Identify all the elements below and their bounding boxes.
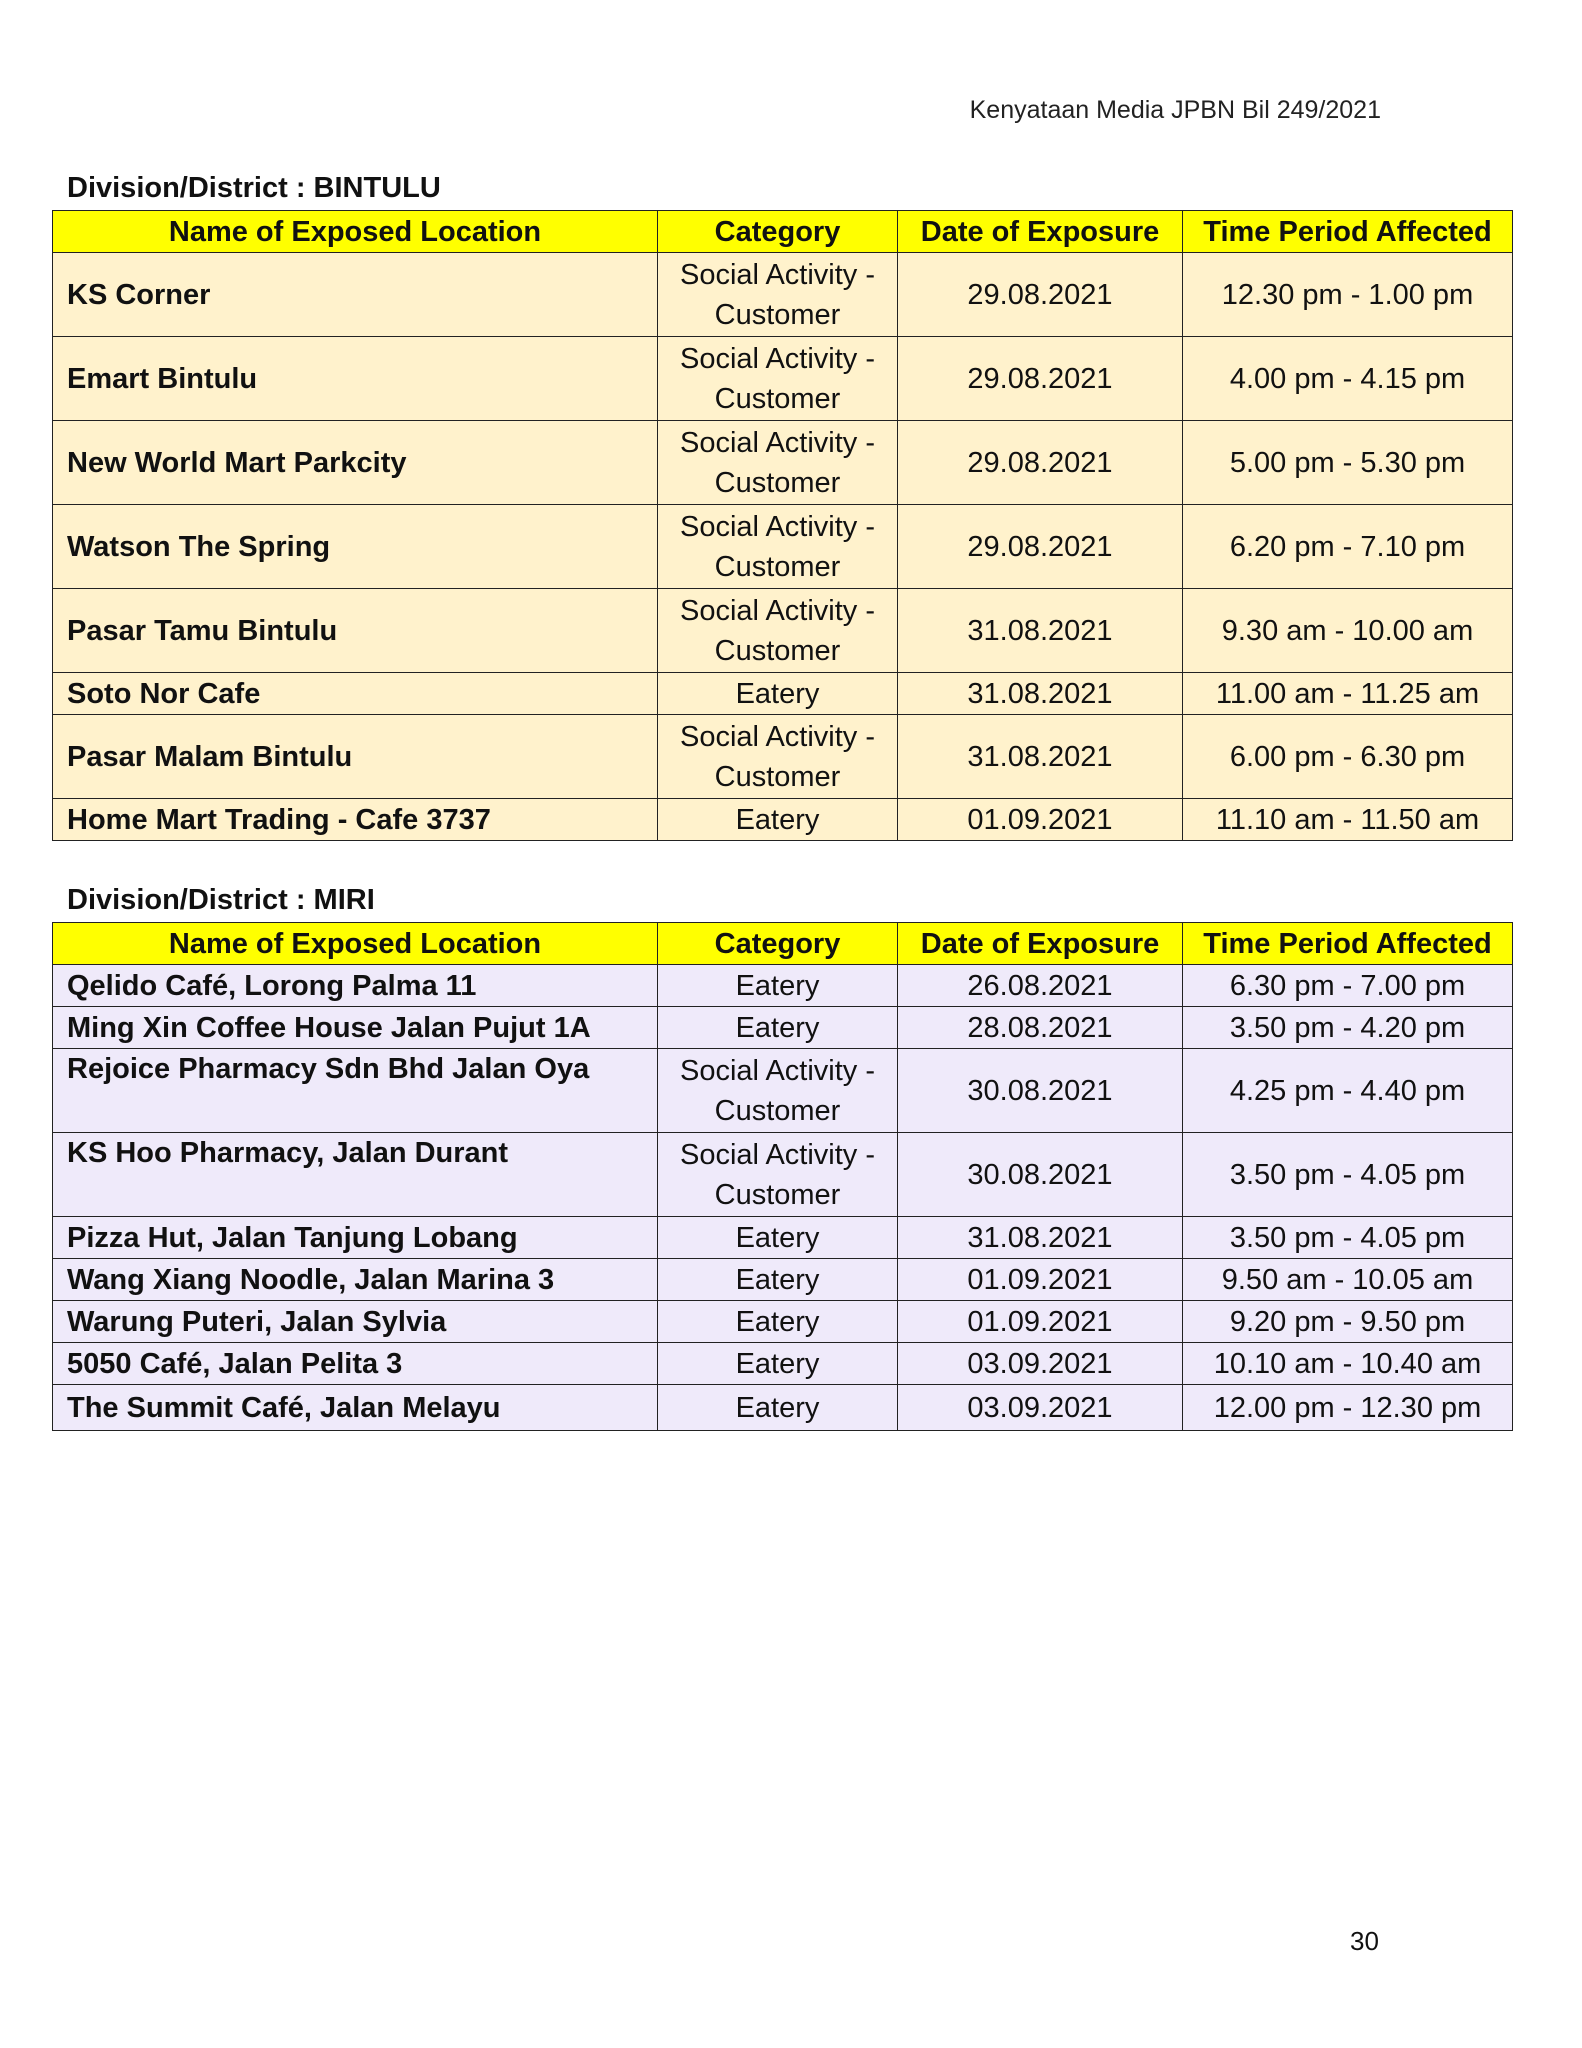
category-cell: Social Activity - Customer	[658, 253, 898, 337]
date-cell: 31.08.2021	[898, 715, 1183, 799]
date-cell: 01.09.2021	[898, 1301, 1183, 1343]
category-cell: Social Activity - Customer	[658, 505, 898, 589]
time-cell: 9.50 am - 10.05 am	[1183, 1259, 1513, 1301]
table-row	[53, 673, 1513, 715]
table-row	[53, 1343, 1513, 1385]
date-cell: 31.08.2021	[898, 589, 1183, 673]
location-name: KS Corner	[53, 253, 658, 337]
date-cell: 29.08.2021	[898, 421, 1183, 505]
section-title-bintulu: Division/District : BINTULU	[67, 172, 441, 204]
location-name: Soto Nor Cafe	[53, 673, 658, 715]
time-cell: 10.10 am - 10.40 am	[1183, 1343, 1513, 1385]
time-cell: 3.50 pm - 4.05 pm	[1183, 1133, 1513, 1217]
location-name: Rejoice Pharmacy Sdn Bhd Jalan Oya	[53, 1049, 658, 1133]
column-header-date: Date of Exposure	[898, 211, 1183, 253]
time-cell: 6.20 pm - 7.10 pm	[1183, 505, 1513, 589]
table-row	[53, 337, 1513, 421]
time-cell: 4.25 pm - 4.40 pm	[1183, 1049, 1513, 1133]
location-name: Ming Xin Coffee House Jalan Pujut 1A	[53, 1007, 658, 1049]
table-header-row	[53, 923, 1513, 965]
date-cell: 30.08.2021	[898, 1049, 1183, 1133]
table-header-row	[53, 211, 1513, 253]
location-name: Qelido Café, Lorong Palma 11	[53, 965, 658, 1007]
table-row	[53, 505, 1513, 589]
exposure-table-bintulu	[52, 210, 1513, 841]
date-cell: 03.09.2021	[898, 1343, 1183, 1385]
column-header-name: Name of Exposed Location	[53, 923, 658, 965]
date-cell: 31.08.2021	[898, 1217, 1183, 1259]
location-name: Wang Xiang Noodle, Jalan Marina 3	[53, 1259, 658, 1301]
time-cell: 11.10 am - 11.50 am	[1183, 799, 1513, 841]
table-row	[53, 715, 1513, 799]
table-row	[53, 1385, 1513, 1431]
location-name: The Summit Café, Jalan Melayu	[53, 1385, 658, 1431]
date-cell: 30.08.2021	[898, 1133, 1183, 1217]
table-row	[53, 1301, 1513, 1343]
time-cell: 3.50 pm - 4.20 pm	[1183, 1007, 1513, 1049]
location-name: Watson The Spring	[53, 505, 658, 589]
location-name: KS Hoo Pharmacy, Jalan Durant	[53, 1133, 658, 1217]
time-cell: 3.50 pm - 4.05 pm	[1183, 1217, 1513, 1259]
column-header-date: Date of Exposure	[898, 923, 1183, 965]
exposure-table-miri	[52, 922, 1513, 1431]
section-title-miri: Division/District : MIRI	[67, 884, 375, 916]
category-cell: Eatery	[658, 1385, 898, 1431]
date-cell: 26.08.2021	[898, 965, 1183, 1007]
category-cell: Eatery	[658, 1217, 898, 1259]
table-row	[53, 589, 1513, 673]
location-name: 5050 Café, Jalan Pelita 3	[53, 1343, 658, 1385]
time-cell: 5.00 pm - 5.30 pm	[1183, 421, 1513, 505]
location-name: Emart Bintulu	[53, 337, 658, 421]
table-row	[53, 965, 1513, 1007]
location-name: Pasar Tamu Bintulu	[53, 589, 658, 673]
column-header-name: Name of Exposed Location	[53, 211, 658, 253]
table-row	[53, 1007, 1513, 1049]
date-cell: 03.09.2021	[898, 1385, 1183, 1431]
date-cell: 01.09.2021	[898, 1259, 1183, 1301]
time-cell: 12.30 pm - 1.00 pm	[1183, 253, 1513, 337]
column-header-time: Time Period Affected	[1183, 923, 1513, 965]
category-cell: Social Activity - Customer	[658, 1133, 898, 1217]
time-cell: 6.30 pm - 7.00 pm	[1183, 965, 1513, 1007]
table-row	[53, 1217, 1513, 1259]
category-cell: Social Activity - Customer	[658, 1049, 898, 1133]
category-cell: Social Activity - Customer	[658, 715, 898, 799]
date-cell: 31.08.2021	[898, 673, 1183, 715]
table-row	[53, 253, 1513, 337]
table-row	[53, 1259, 1513, 1301]
date-cell: 28.08.2021	[898, 1007, 1183, 1049]
date-cell: 01.09.2021	[898, 799, 1183, 841]
time-cell: 9.30 am - 10.00 am	[1183, 589, 1513, 673]
date-cell: 29.08.2021	[898, 253, 1183, 337]
location-name: Pizza Hut, Jalan Tanjung Lobang	[53, 1217, 658, 1259]
location-name: Pasar Malam Bintulu	[53, 715, 658, 799]
location-name: Warung Puteri, Jalan Sylvia	[53, 1301, 658, 1343]
page-number: 30	[1350, 1926, 1379, 1956]
time-cell: 4.00 pm - 4.15 pm	[1183, 337, 1513, 421]
category-cell: Social Activity - Customer	[658, 421, 898, 505]
location-name: New World Mart Parkcity	[53, 421, 658, 505]
category-cell: Eatery	[658, 1007, 898, 1049]
column-header-category: Category	[658, 211, 898, 253]
table-row	[53, 421, 1513, 505]
table-row	[53, 1049, 1513, 1133]
table-row	[53, 799, 1513, 841]
time-cell: 12.00 pm - 12.30 pm	[1183, 1385, 1513, 1431]
category-cell: Eatery	[658, 965, 898, 1007]
date-cell: 29.08.2021	[898, 505, 1183, 589]
time-cell: 6.00 pm - 6.30 pm	[1183, 715, 1513, 799]
category-cell: Eatery	[658, 799, 898, 841]
category-cell: Eatery	[658, 1301, 898, 1343]
column-header-category: Category	[658, 923, 898, 965]
category-cell: Social Activity - Customer	[658, 589, 898, 673]
document-reference: Kenyataan Media JPBN Bil 249/2021	[969, 96, 1381, 124]
time-cell: 9.20 pm - 9.50 pm	[1183, 1301, 1513, 1343]
time-cell: 11.00 am - 11.25 am	[1183, 673, 1513, 715]
location-name: Home Mart Trading - Cafe 3737	[53, 799, 658, 841]
category-cell: Eatery	[658, 1259, 898, 1301]
category-cell: Social Activity - Customer	[658, 337, 898, 421]
table-row	[53, 1133, 1513, 1217]
date-cell: 29.08.2021	[898, 337, 1183, 421]
column-header-time: Time Period Affected	[1183, 211, 1513, 253]
category-cell: Eatery	[658, 673, 898, 715]
category-cell: Eatery	[658, 1343, 898, 1385]
